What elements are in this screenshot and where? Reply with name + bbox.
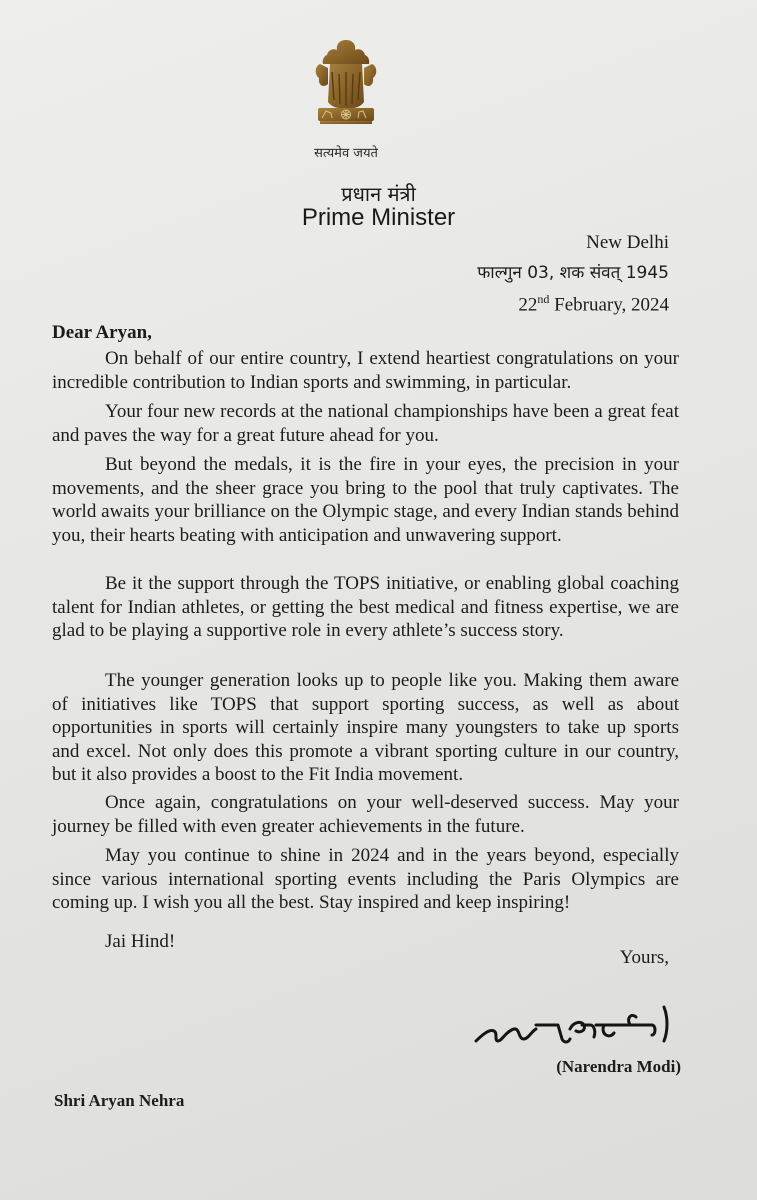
paragraph-text: Be it the support through the TOPS initiative, or enabling global coaching talent for Indian athletes, or getting the best medical and fitness expertise, we are glad to be playing a supportive role in every athlete’s success story.	[52, 573, 679, 642]
paragraph-text: Once again, congratulations on your well-deserved success. May your journey be filled with even greater achievements in the future.	[52, 792, 679, 837]
paragraph	[52, 347, 679, 394]
recipient-name: Shri Aryan Nehra	[54, 1091, 185, 1110]
dateline-hindi-date: फाल्गुन 03, शक संवत् 1945	[477, 263, 669, 283]
paragraph-text: Your four new records at the national championships have been a great feat and paves the way for a great future ahead for you.	[52, 401, 679, 446]
national-emblem-icon	[306, 34, 386, 146]
paragraph-text: On behalf of our entire country, I extend heartiest congratulations on your incredible contribution to Indian sports and swimming, in particular.	[52, 348, 679, 393]
paragraph	[52, 453, 679, 547]
closing: Yours,	[619, 947, 669, 968]
paragraph-text: But beyond the medals, it is the fire in your eyes, the precision in your movements, and the sheer grace you bring to the pool that truly captivates. The world awaits your brilliance on the Olympic stage, and every Indian stands behind you, their hearts beating with anticipation and unwavering support.	[52, 454, 679, 546]
emblem-motto: सत्यमेव जयते	[314, 146, 378, 161]
signer-name: (Narendra Modi)	[556, 1057, 681, 1076]
signature-icon	[470, 995, 685, 1053]
paragraph	[52, 844, 679, 915]
date-day-suffix: nd	[537, 292, 550, 306]
paragraph	[52, 400, 679, 447]
sign-off-line	[52, 930, 679, 954]
dateline-date	[518, 292, 669, 316]
paragraph	[52, 791, 679, 838]
paragraph-text: The younger generation looks up to people like you. Making them aware of initiatives like TOPS that support sporting success, as well as about opportunities in sports will certainly inspire many youngsters to take up sports and excel. Not only does this promote a vibrant sporting culture in our country, but it also provides a boost to the Fit India movement.	[52, 670, 679, 786]
salutation: Dear Aryan,	[52, 322, 152, 343]
paragraph-text: Jai Hind!	[105, 931, 176, 952]
paragraph-text: May you continue to shine in 2024 and in the years beyond, especially since various international sporting events including the Paris Olympics are coming up. I wish you all the best. Stay inspired and keep inspiring!	[52, 845, 679, 914]
date-month-year: February, 2024	[549, 294, 669, 316]
paragraph	[52, 669, 679, 787]
date-day: 22	[518, 294, 538, 316]
office-title-hindi: प्रधान मंत्री	[341, 182, 416, 206]
paragraph	[52, 572, 679, 643]
dateline-city: New Delhi	[586, 232, 669, 253]
office-title: Prime Minister	[301, 204, 456, 231]
